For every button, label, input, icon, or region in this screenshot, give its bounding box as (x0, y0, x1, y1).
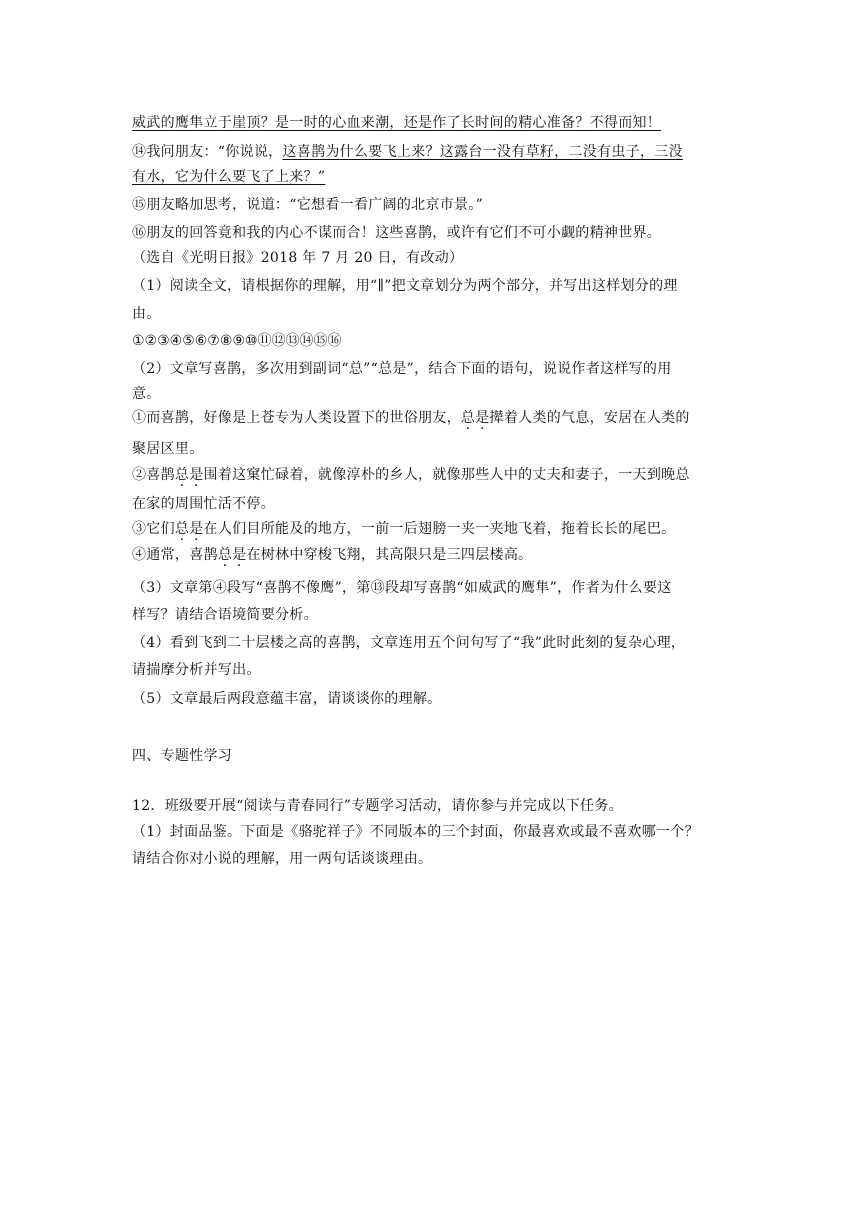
paragraph-16: ⑯朋友的回答竟和我的内心不谋而合！这些喜鹊，或许有它们不可小觑的精神世界。 (132, 225, 662, 241)
sentence-1 (132, 409, 690, 427)
question-2-cont: 意。 (132, 386, 161, 402)
question-4-cont: 请揣摩分析并写出。 (132, 662, 261, 678)
question-5: （5）文章最后两段意蕴丰富，请谈谈你的理解。 (132, 691, 442, 707)
question-4: （4）看到飞到二十层楼之高的喜鹊，文章连用五个问句写了“我”此时此刻的复杂心理， (132, 635, 686, 651)
passage-line-13-end (132, 114, 661, 132)
section-heading: 四、专题性学习 (132, 748, 233, 764)
emphasis-mark: 总 (460, 410, 476, 426)
sentence-text: ②喜鹊 (132, 467, 175, 483)
underlined-question: 有水，它为什么要飞了上来？” (132, 169, 326, 185)
sentence-text: 撵着人类的气息，安居在人类的 (489, 410, 690, 426)
sentence-text: ③它们 (132, 521, 175, 537)
emphasis-mark: 总 (174, 467, 190, 483)
emphasis-mark: 是 (189, 467, 204, 483)
sentence-text: ①而喜鹊，好像是上苍专为人类设置下的世俗朋友， (132, 410, 461, 426)
question-12-1-cont: 请结合你对小说的理解，用一两句话谈谈理由。 (132, 851, 433, 867)
question-3-cont: 样写？请结合语境简要分析。 (132, 607, 318, 623)
paragraph-15: ⑮朋友略加思考，说道：“它想看一看广阔的北京市景。” (132, 197, 484, 213)
sentence-2 (132, 466, 690, 484)
paragraph-text: 我问朋友：“你说说， (146, 144, 283, 160)
underlined-question: 威武的鹰隼立于崖顶？是一时的心血来潮，还是作了长时间的精心准备？不得而知！ (132, 115, 662, 131)
paragraph-14 (132, 143, 683, 161)
question-2: （2）文章写喜鹊，多次用到副词“总”“总是”，结合下面的语句，说说作者这样写的用 (132, 361, 672, 377)
emphasis-mark: 是 (189, 521, 204, 537)
sentence-2-cont: 在家的周围忙活不停。 (132, 496, 275, 512)
question-12: 12．班级要开展“阅读与青春同行”专题学习活动，请你参与并完成以下任务。 (132, 798, 623, 814)
emphasis-mark: 是 (475, 410, 490, 426)
source-citation: （选自《光明日报》2018 年 7 月 20 日，有改动） (132, 250, 464, 266)
sentence-text: 围着这窠忙碌着，就像淳朴的乡人，就像那些人中的丈夫和妻子，一天到晚 (203, 467, 676, 483)
sentence-text: 在树林中穿梭飞翔，其高限只是三四层楼高。 (246, 547, 533, 563)
paragraph-14-cont (132, 168, 325, 186)
sentence-1-cont: 聚居区里。 (132, 441, 204, 457)
paragraph-number: ⑭ (132, 144, 147, 160)
sentence-text: ④通常，喜鹊 (132, 547, 218, 563)
emphasis-mark: 总 (217, 547, 233, 563)
sentence-4 (132, 546, 532, 564)
sentence-text: 总 (675, 467, 690, 483)
question-1: （1）阅读全文，请根据你的理解，用“∥”把文章划分为两个部分，并写出这样划分的理 (132, 278, 678, 294)
emphasis-mark: 是 (232, 547, 247, 563)
question-3: （3）文章第④段写“喜鹊不像鹰”，第⑬段却写喜鹊“如威武的鹰隼”，作者为什么要这 (132, 580, 672, 596)
emphasis-mark: 总 (174, 521, 190, 537)
paragraph-numbers: ①②③④⑤⑥⑦⑧⑨⑩⑪⑫⑬⑭⑮⑯ (132, 333, 342, 349)
sentence-text: 在人们目所能及的地方，一前一后翅膀一夹一夹地飞着，拖着长长的尾巴。 (203, 521, 676, 537)
question-1-cont: 由。 (132, 306, 161, 322)
underlined-question: 这喜鹊为什么要飞上来？这露台一没有草籽，二没有虫子，三没 (282, 144, 683, 160)
question-12-1: （1）封面品鉴。下面是《骆驼祥子》不同版本的三个封面，你最喜欢或最不喜欢哪一个？ (132, 824, 699, 840)
sentence-3 (132, 520, 675, 538)
